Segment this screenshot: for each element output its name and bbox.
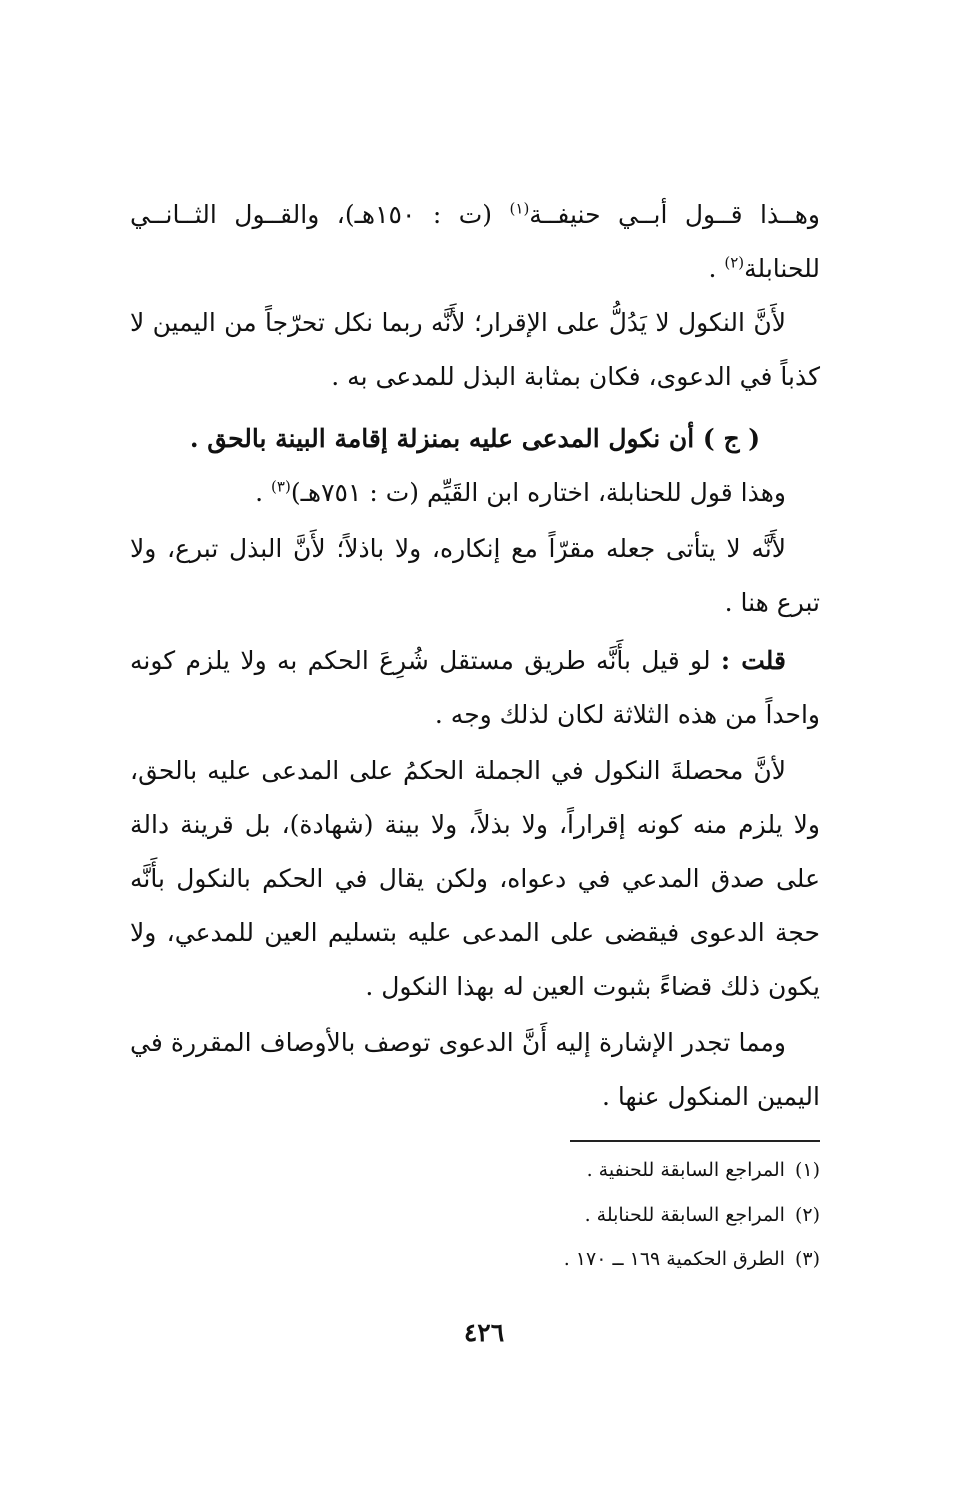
footnote-divider bbox=[570, 1140, 820, 1142]
paragraph-text: . bbox=[255, 478, 272, 507]
paragraph-1 bbox=[130, 188, 820, 296]
footnote-number: (١) bbox=[794, 1159, 820, 1181]
page-number: ٤٢٦ bbox=[463, 1318, 505, 1347]
footnote-3 bbox=[130, 1244, 820, 1274]
paragraph-text: لو قيل بأَنَّه طريق مستقل شُرِعَ الحكم به ولا يلزم كونه واحداً من هذه الثلاثة لكان لذلك وجه . bbox=[130, 646, 820, 729]
paragraph-7: ومما تجدر الإشارة إليه أَنَّ الدعوى توصف بالأوصاف المقررة في اليمين المنكول عنها . bbox=[130, 1028, 820, 1111]
paragraph-2: لأَنَّ النكول لا يَدُلُّ على الإقرار؛ لأَنَّه ربما نكل تحرّجاً من اليمين لا كذباً في الدعوى، فكان بمثابة البذل للمدعى به . bbox=[130, 308, 820, 391]
footnote-text: الطرق الحكمية ١٦٩ ــ ١٧٠ . bbox=[563, 1248, 785, 1270]
paragraph-4: لأَنَّه لا يتأتى جعله مقرّاً مع إنكاره، ولا باذلاً؛ لأَنَّ البذل تبرع، ولا تبرع هنا . bbox=[130, 534, 820, 617]
footnote-number: (٢) bbox=[794, 1204, 820, 1226]
footnote-2 bbox=[130, 1200, 820, 1230]
paragraph-5 bbox=[130, 634, 820, 742]
footnote-ref: (١) bbox=[509, 199, 530, 218]
footnote-ref: (٢) bbox=[724, 253, 745, 272]
footnote-text: المراجع السابقة للحنفية . bbox=[586, 1159, 785, 1181]
paragraph-6: لأنَّ محصلةَ النكول في الجملة الحكمُ على المدعى عليه بالحق، ولا يلزم منه كونه إقراراً، ولا بذلاً، ولا بينة (شهادة)، بل قرينة دالة على صدق المدعي في دعواه، ولكن يقال في الحكم بالنكول بأَنَّه حجة الدعوى فيقضى على المدعى عليه بتسليم العين للمدعي، ولا يكون ذلك قضاءً بثبوت العين له بهذا النكول . bbox=[130, 756, 820, 1001]
footnote-1 bbox=[130, 1155, 820, 1185]
section-heading: ( ج ) أن نكول المدعى عليه بمنزلة إقامة البينة بالحق . bbox=[189, 424, 761, 453]
paragraph-text: وهــذا قــول أبــي حنيفــة bbox=[529, 200, 820, 229]
paragraph-text: وهذا قول للحنابلة، اختاره ابن القَيِّم (ت : ٧٥١هـ) bbox=[290, 478, 786, 507]
paragraph-text: . bbox=[708, 254, 725, 283]
footnote-number: (٣) bbox=[794, 1248, 820, 1270]
paragraph-text: (ت : ١٥٠هـ)، والقــول الثــانــي للحنابلة bbox=[130, 200, 820, 283]
footnote-text: المراجع السابقة للحنابلة . bbox=[584, 1204, 785, 1226]
remark-label: قلت : bbox=[720, 646, 786, 675]
footnote-ref: (٣) bbox=[271, 477, 291, 496]
paragraph-3 bbox=[130, 466, 820, 520]
